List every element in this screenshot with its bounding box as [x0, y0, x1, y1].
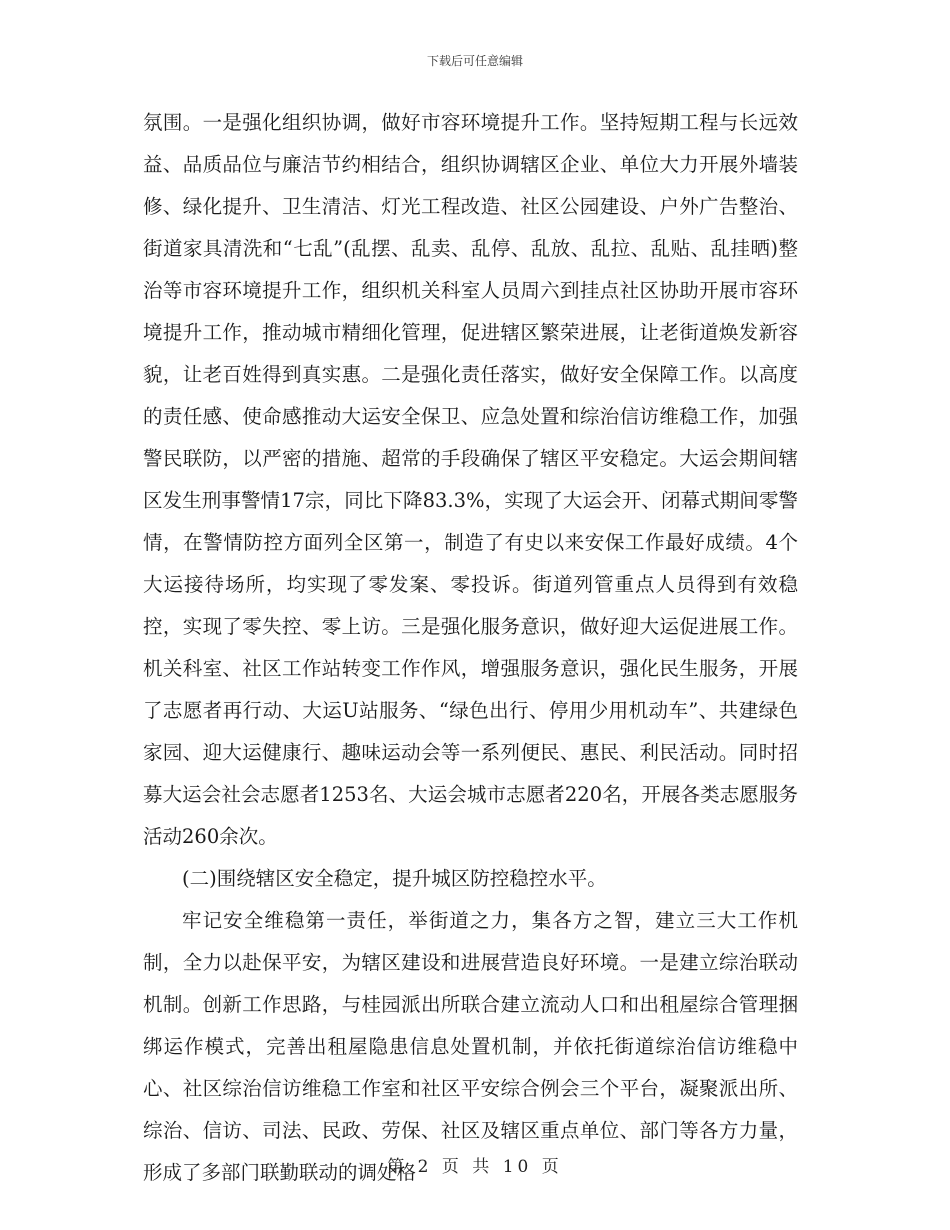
paragraph-continuation: 氛围。一是强化组织协调，做好市容环境提升工作。坚持短期工程与长远效益、品质品位与廉洁节约相结合，组织协调辖区企业、单位大力开展外墙装修、绿化提升、卫生清洁、灯光工程改造、社区公园建设、户外广告整治、街道家具清洗和“七乱”(乱摆、乱卖、乱停、乱放、乱拉、乱贴、乱挂晒)整治等市容环境提升工作，组织机关科室人员周六到挂点社区协助开展市容环境提升工作，推动城市精细化管理，促进辖区繁荣进展，让老街道焕发新容貌，让老百姓得到真实惠。二是强化责任落实，做好安全保障工作。以高度的责任感、使命感推动大运安全保卫、应急处置和综治信访维稳工作，加强警民联防，以严密的措施、超常的手段确保了辖区平安稳定。大运会期间辖区发生刑事警情17宗，同比下降83.3%，实现了大运会开、闭幕式期间零警情，在警情防控方面列全区第一，制造了有史以来安保工作最好成绩。4个大运接待场所，均实现了零发案、零投诉。街道列管重点人员得到有效稳控，实现了零失控、零上访。三是强化服务意识，做好迎大运促进展工作。机关科室、社区工作站转变工作作风，增强服务意识，强化民生服务，开展了志愿者再行动、大运U站服务、“绿色出行、停用少用机动车”、共建绿色家园、迎大运健康行、趣味运动会等一系列便民、惠民、利民活动。同时招募大运会社会志愿者1253名、大运会城市志愿者220名，开展各类志愿服务活动260余次。 [143, 111, 798, 848]
paragraph: 牢记安全维稳第一责任，举街道之力，集各方之智，建立三大工作机制，全力以赴保平安，为辖区建设和进展营造良好环境。一是建立综治联动机制。创新工作思路，与桂园派出所联合建立流动人口和出租屋综合管理捆绑运作模式，完善出租屋隐患信息处置机制，并依托街道综治信访维稳中心、社区综治信访维稳工作室和社区平安综合例会三个平台，凝聚派出所、综治、信访、司法、民政、劳保、社区及辖区重点单位、部门等各方力量，形成了多部门联勤联动的调处格 [143, 909, 798, 1184]
section-heading: (二)围绕辖区安全稳定，提升城区防控稳控水平。 [182, 867, 607, 890]
page-number-footer: 第 2 页 共 10 页 [387, 1157, 563, 1177]
document-body [143, 102, 798, 1194]
page-header: 下载后可任意编辑 [426, 54, 523, 68]
